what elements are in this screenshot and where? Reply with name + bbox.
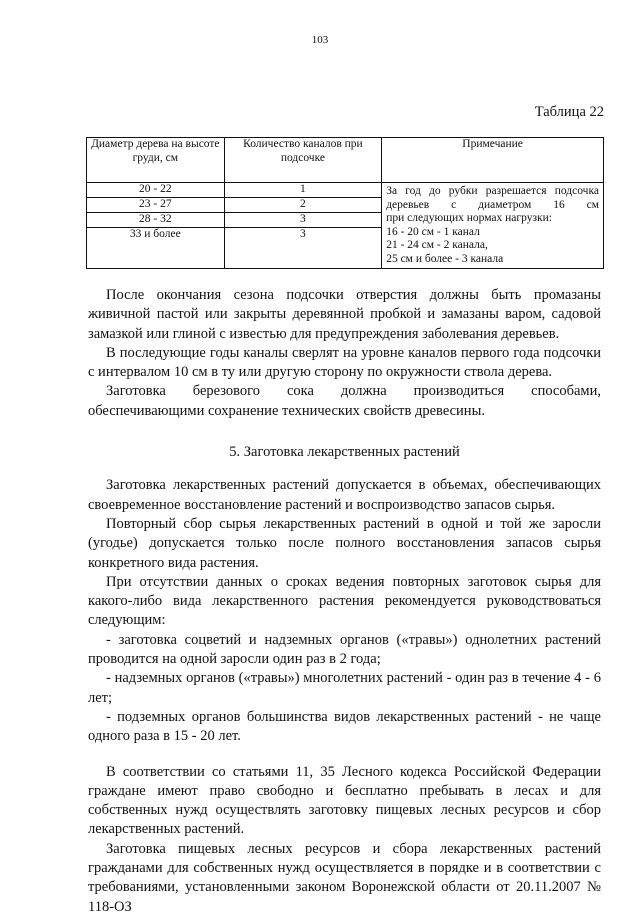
list-item: - подземных органов большинства видов лекарственных растений - не чаще одного раза в 15 - 20 лет. — [88, 708, 601, 745]
note-line: За год до рубки разрешается подсочка деревьев с диаметром 16 см — [386, 185, 599, 211]
paragraph: В последующие годы каналы сверлят на уровне каналов первого года подсочки с интервалом 10 см в ту или другую сторону по окружности ствола дерева. — [88, 344, 601, 381]
tapping-norms-table — [86, 137, 604, 269]
paragraph: При отсутствии данных о сроках ведения повторных заготовок сырья для какого-либо вида лекарственного растения рекомендуется руководствоваться следующим: — [88, 573, 601, 629]
paragraph: Заготовка березового сока должна производиться способами, обеспечивающими сохранение технических свойств древесины. — [88, 383, 601, 419]
note-line: 16 - 20 см - 1 канал — [386, 225, 480, 238]
cell-channels: 2 — [224, 198, 382, 213]
body-text — [88, 286, 601, 917]
cell-diameter: 28 - 32 — [87, 213, 225, 228]
cell-diameter: 33 и более — [87, 228, 225, 269]
header-note: Примечание — [382, 138, 604, 183]
paragraph: В соответствии со статьями 11, 35 Лесного кодекса Российской Федерации граждане имеют право свободно и бесплатно пребывать в лесах и для собственных нужд осуществлять заготовку пищевых лесных ресурсов и сбор лекарственных растений. — [88, 763, 601, 838]
paragraph: Заготовка лекарственных растений допускается в объемах, обеспечивающих своевременное восстановление растений и воспроизводство запасов сырья. — [88, 477, 601, 513]
paragraph: После окончания сезона подсочки отверстия должны быть промазаны живичной пастой или закрыты деревянной пробкой и замазаны варом, садовой замазкой или глиной с известью для предупреждения заболевания деревьев. — [88, 287, 601, 342]
table-row — [87, 183, 604, 198]
cell-note — [382, 183, 604, 269]
cell-channels: 3 — [224, 213, 382, 228]
cell-channels: 3 — [224, 228, 382, 269]
list-item: - заготовка соцветий и надземных органов («травы») однолетних растений проводится на одной заросли один раз в 2 года; — [88, 631, 601, 668]
page-number: 103 — [311, 34, 329, 46]
paragraph: Повторный сбор сырья лекарственных растений в одной и той же заросли (угодье) допускается только после полного восстановления запасов сырья конкретного вида растения. — [88, 515, 601, 571]
table-header-row — [87, 138, 604, 183]
paragraph: Заготовка пищевых лесных ресурсов и сбора лекарственных растений гражданами для собственных нужд осуществляется в порядке и в соответствии с требованиями, установленными законом Воронежской области от 20.11.2007 № 118-ОЗ — [88, 840, 601, 915]
cell-channels: 1 — [224, 183, 382, 198]
cell-diameter: 23 - 27 — [87, 198, 225, 213]
header-diameter: Диаметр дерева на высоте груди, см — [87, 138, 225, 183]
list-item: - надземных органов («травы») многолетних растений - один раз в течение 4 - 6 лет; — [88, 670, 601, 706]
header-channels: Количество каналов при подсочке — [224, 138, 382, 183]
note-line: 21 - 24 см - 2 канала, — [386, 239, 488, 251]
table-caption: Таблица 22 — [534, 104, 604, 120]
note-line: при следующих нормах нагрузки: — [386, 212, 552, 224]
section-heading: 5. Заготовка лекарственных растений — [229, 444, 460, 461]
note-line: 25 см и более - 3 канала — [386, 252, 504, 265]
cell-diameter: 20 - 22 — [87, 183, 225, 198]
